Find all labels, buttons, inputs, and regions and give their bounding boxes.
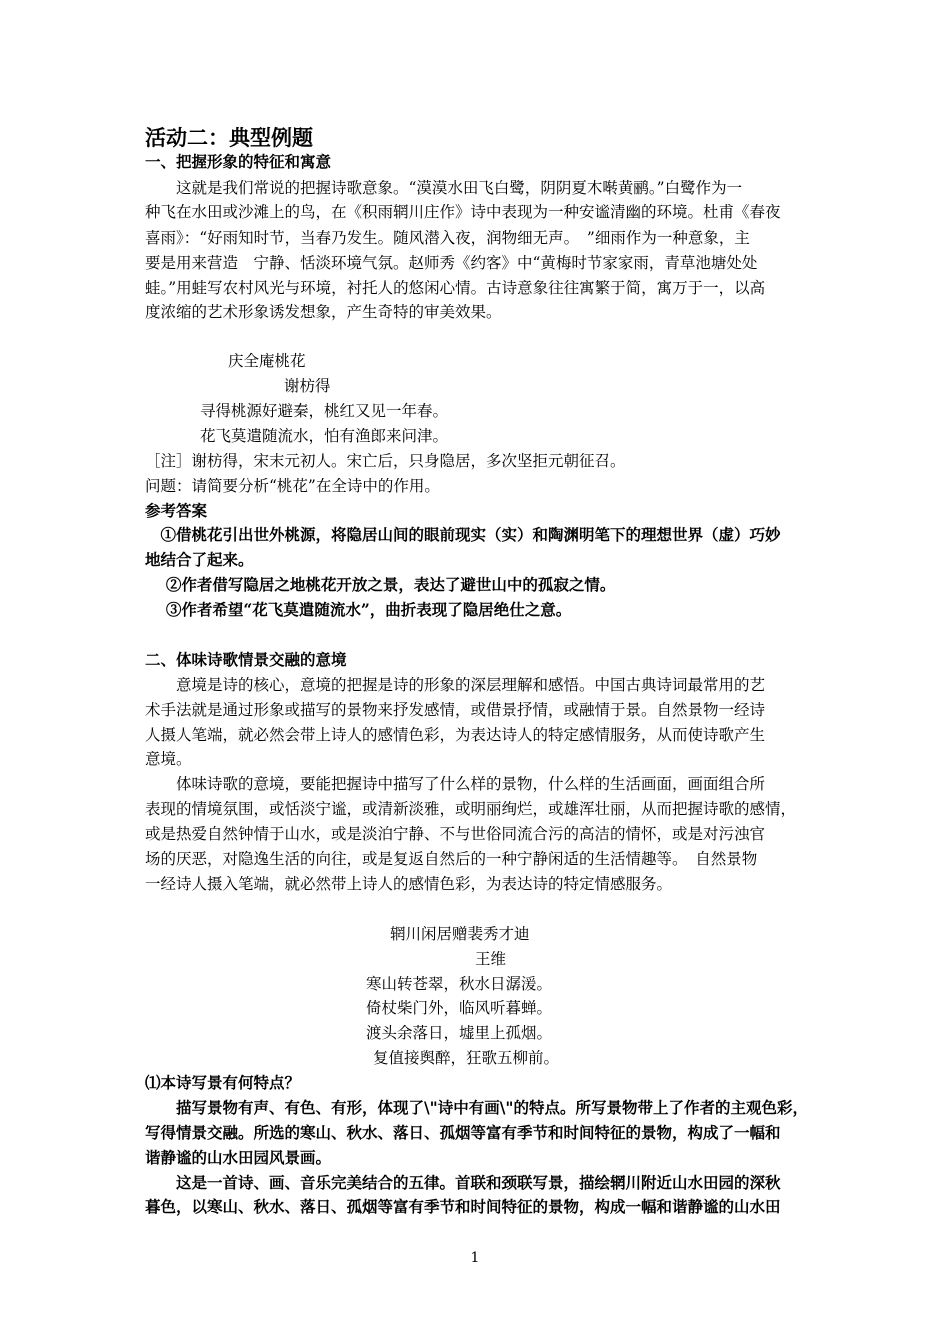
poem2-line: 寒山转苍翠，秋水日潺湲。: [366, 975, 553, 993]
paragraph-line: 术手法就是通过形象或描写的景物来抒发感情，或借景抒情，或融情于景。自然景物一经诗: [145, 701, 766, 719]
answer-line: ①借桃花引出世外桃源，将隐居山间的眼前现实（实）和陶渊明笔下的理想世界（虚）巧妙: [145, 525, 781, 544]
poem1-author: 谢枋得: [284, 377, 331, 395]
paragraph-line: 蛙。”用蛙写农村风光与环境，衬托人的悠闲心情。古诗意象往往寓繁于简，寓万于一，以高: [145, 279, 766, 297]
answer-line: 描写景物有声、有色、有形，体现了\"诗中有画\"的特点。所写景物带上了作者的主观色彩，: [145, 1098, 808, 1117]
poem2-line: 倚杖柴门外，临风听暮蝉。: [366, 999, 553, 1017]
poem1-line: 花飞莫遣随流水，怕有渔郎来问津。: [200, 427, 449, 445]
paragraph-line: 场的厌恶，对隐逸生活的向往，或是复返自然后的一种宁静闲适的生活情趣等。 自然景物: [145, 850, 758, 868]
paragraph-line: 意境是诗的核心，意境的把握是诗的形象的深层理解和感悟。中国古典诗词最常用的艺: [145, 676, 766, 694]
answer-line: 这是一首诗、画、音乐完美结合的五律。首联和颈联写景，描绘辋川附近山水田园的深秋: [145, 1173, 781, 1192]
paragraph-line: 体味诗歌的意境，要能把握诗中描写了什么样的景物，什么样的生活画面，画面组合所: [145, 775, 766, 793]
paragraph-line: 喜雨》：“好雨知时节，当春乃发生。随风潜入夜，润物细无声。 ”细雨作为一种意象，主: [145, 229, 750, 247]
paragraph-line: 或是热爱自然钟情于山水，或是淡泊宁静、不与世俗同流合污的高洁的情怀，或是对污浊官: [145, 825, 766, 843]
paragraph-line: 种飞在水田或沙滩上的鸟，在《积雨辋川庄作》诗中表现为一种安谧清幽的环境。杜甫《春夜: [145, 203, 781, 221]
paragraph-line: 度浓缩的艺术形象诱发想象，产生奇特的审美效果。: [145, 303, 502, 321]
answer-heading: 参考答案: [145, 501, 208, 520]
section2-heading: 二、体味诗歌情景交融的意境: [145, 650, 347, 669]
answer-line: ②作者借写隐居之地桃花开放之景，表达了避世山中的孤寂之情。: [145, 575, 616, 594]
page-number: 1: [470, 1250, 480, 1266]
poem2-line: 渡头余落日，墟里上孤烟。: [366, 1024, 553, 1042]
paragraph-line: 这就是我们常说的把握诗歌意象。“漠漠水田飞白鹭，阴阴夏木啭黄鹂。”白鹭作为一: [145, 179, 743, 197]
paragraph-line: 一经诗人摄入笔端，就必然带上诗人的感情色彩，为表达诗的特定情感服务。: [145, 875, 673, 893]
paragraph-line: 意境。: [145, 750, 192, 768]
answer-line: 写得情景交融。所选的寒山、秋水、落日、孤烟等富有季节和时间特征的景物，构成了一幅和: [145, 1123, 781, 1142]
paragraph-line: 表现的情境氛围，或恬淡宁谧，或清新淡雅，或明丽绚烂，或雄浑壮丽，从而把握诗歌的感情，: [145, 800, 797, 818]
answer-line: 暮色，以寒山、秋水、落日、孤烟等富有季节和时间特征的景物，构成一幅和谐静谧的山水田: [145, 1197, 781, 1216]
answer-line: ③作者希望“花飞莫遣随流水”，曲折表现了隐居绝仕之意。: [145, 600, 572, 619]
poem2-title: 辋川闲居赠裴秀才迪: [390, 925, 530, 943]
section1-heading: 一、把握形象的特征和寓意: [145, 152, 332, 171]
poem1-question: 问题：请简要分析“桃花”在全诗中的作用。: [145, 477, 440, 495]
poem2-author: 王维: [475, 950, 507, 968]
poem1-line: 寻得桃源好避秦，桃红又见一年春。: [200, 402, 449, 420]
question-line: ⑴本诗写景有何特点？: [145, 1073, 301, 1092]
answer-line: 谐静谧的山水田园风景画。: [145, 1148, 332, 1167]
paragraph-line: 人摄人笔端，就必然会带上诗人的感情色彩，为表达诗人的特定感情服务，从而使诗歌产生: [145, 726, 766, 744]
page-title: 活动二：典型例题: [145, 125, 313, 150]
paragraph-line: 要是用来营造 宁静、恬淡环境气氛。赵师秀《约客》中“黄梅时节家家雨，青草池塘处处: [145, 254, 758, 272]
poem1-title: 庆全庵桃花: [228, 352, 306, 370]
poem2-line: 复值接舆醉，狂歌五柳前。: [373, 1049, 560, 1067]
answer-line: 地结合了起来。: [145, 550, 254, 569]
poem1-note: ［注］谢枋得，宋末元初人。宋亡后，只身隐居，多次坚拒元朝征召。: [145, 452, 626, 470]
